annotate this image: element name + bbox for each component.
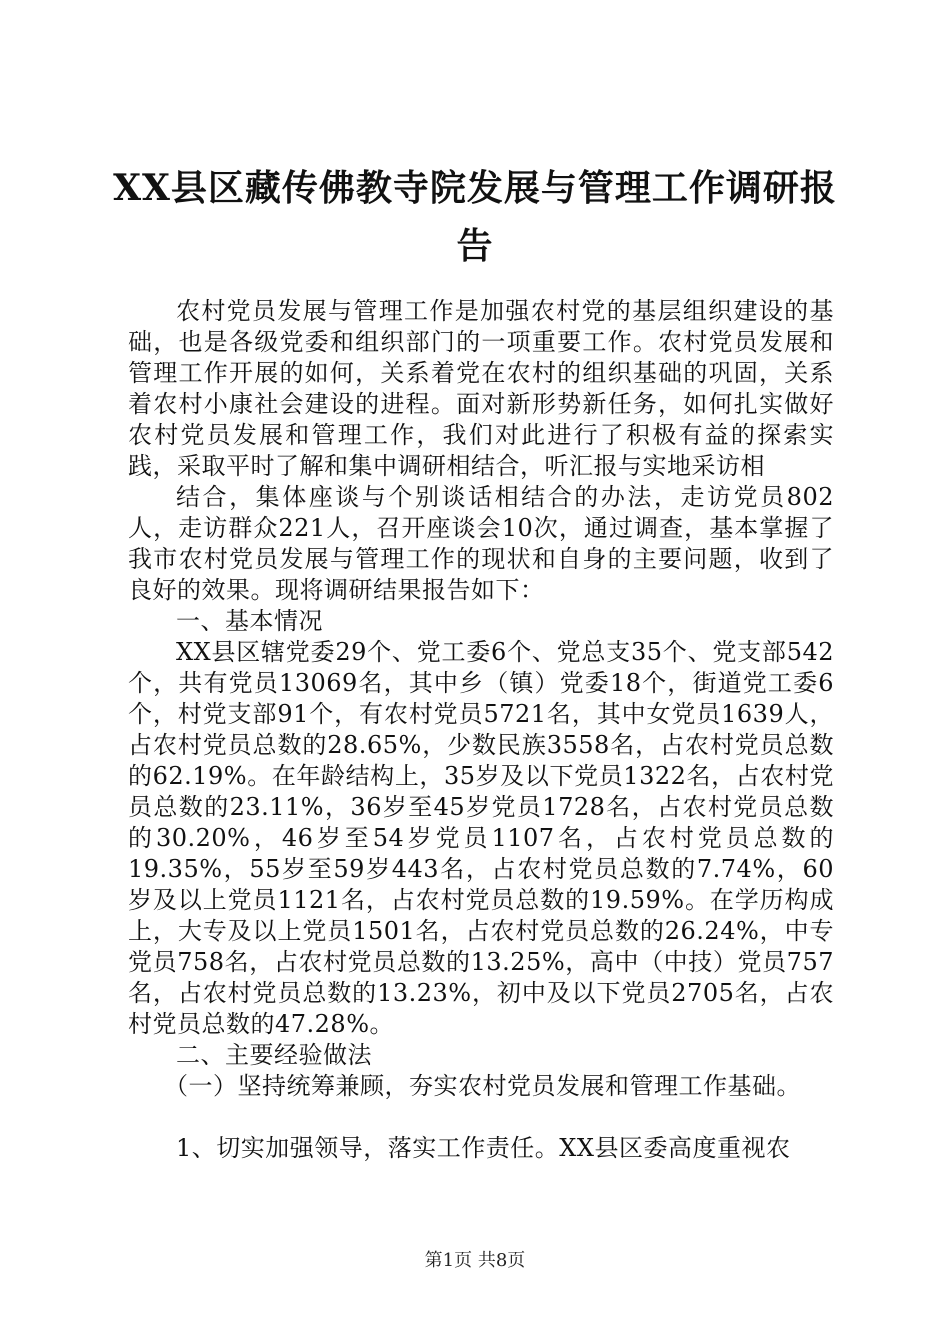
paragraph-item-1: 1、切实加强领导，落实工作责任。XX县区委高度重视农 [176, 1134, 791, 1162]
document-body [128, 296, 834, 1164]
paragraph-intro: 农村党员发展与管理工作是加强农村党的基层组织建设的基础，也是各级党委和组织部门的一项重要工作。农村党员发展和管理工作开展的如何，关系着党在农村的组织基础的巩固，关系着农村小康社会建设的进程。面对新形势新任务，如何扎实做好农村党员发展和管理工作，我们对此进行了积极有益的探索实践，采取平时了解和集中调研相结合，听汇报与实地采访相 [128, 297, 834, 480]
paragraph-method: 结合，集体座谈与个别谈话相结合的办法，走访党员802人，走访群众221人，召开座谈会10次，通过调查，基本掌握了我市农村党员发展与管理工作的现状和自身的主要问题，收到了良好的效果。现将调研结果报告如下： [128, 483, 834, 604]
document-title-line-1: XX县区藏传佛教寺院发展与管理工作调研报 [113, 167, 837, 209]
section-heading-main-experience: 二、主要经验做法 [176, 1041, 372, 1069]
paragraph-statistics: XX县区辖党委29个、党工委6个、党总支35个、党支部542个，共有党员13069名，其中乡（镇）党委18个，街道党工委6个，村党支部91个，有农村党员5721名，其中女党员1639人，占农村党员总数的28.65%，少数民族3558名，占农村党员总数的62.19%。在年龄结构上，35岁及以下党员1322名，占农村党员总数的23.11%，36岁至45岁党员1728名，占农村党员总数的30.20%，46岁至54岁党员1107名，占农村党员总数的19.35%，55岁至59岁443名，占农村党员总数的7.74%，60岁及以上党员1121名，占农村党员总数的19.59%。在学历构成上，大专及以上党员1501名，占农村党员总数的26.24%，中专党员758名，占农村党员总数的13.25%，高中（中技）党员757名，占农村党员总数的13.23%，初中及以下党员2705名，占农村党员总数的47.28%。 [128, 638, 834, 1038]
document-title-line-2: 告 [456, 225, 494, 267]
page-number-footer: 第1页 共8页 [424, 1250, 526, 1271]
subsection-heading-1: （一）坚持统筹兼顾，夯实农村党员发展和管理工作基础。 [164, 1072, 801, 1100]
section-heading-basic-situation: 一、基本情况 [176, 607, 323, 635]
